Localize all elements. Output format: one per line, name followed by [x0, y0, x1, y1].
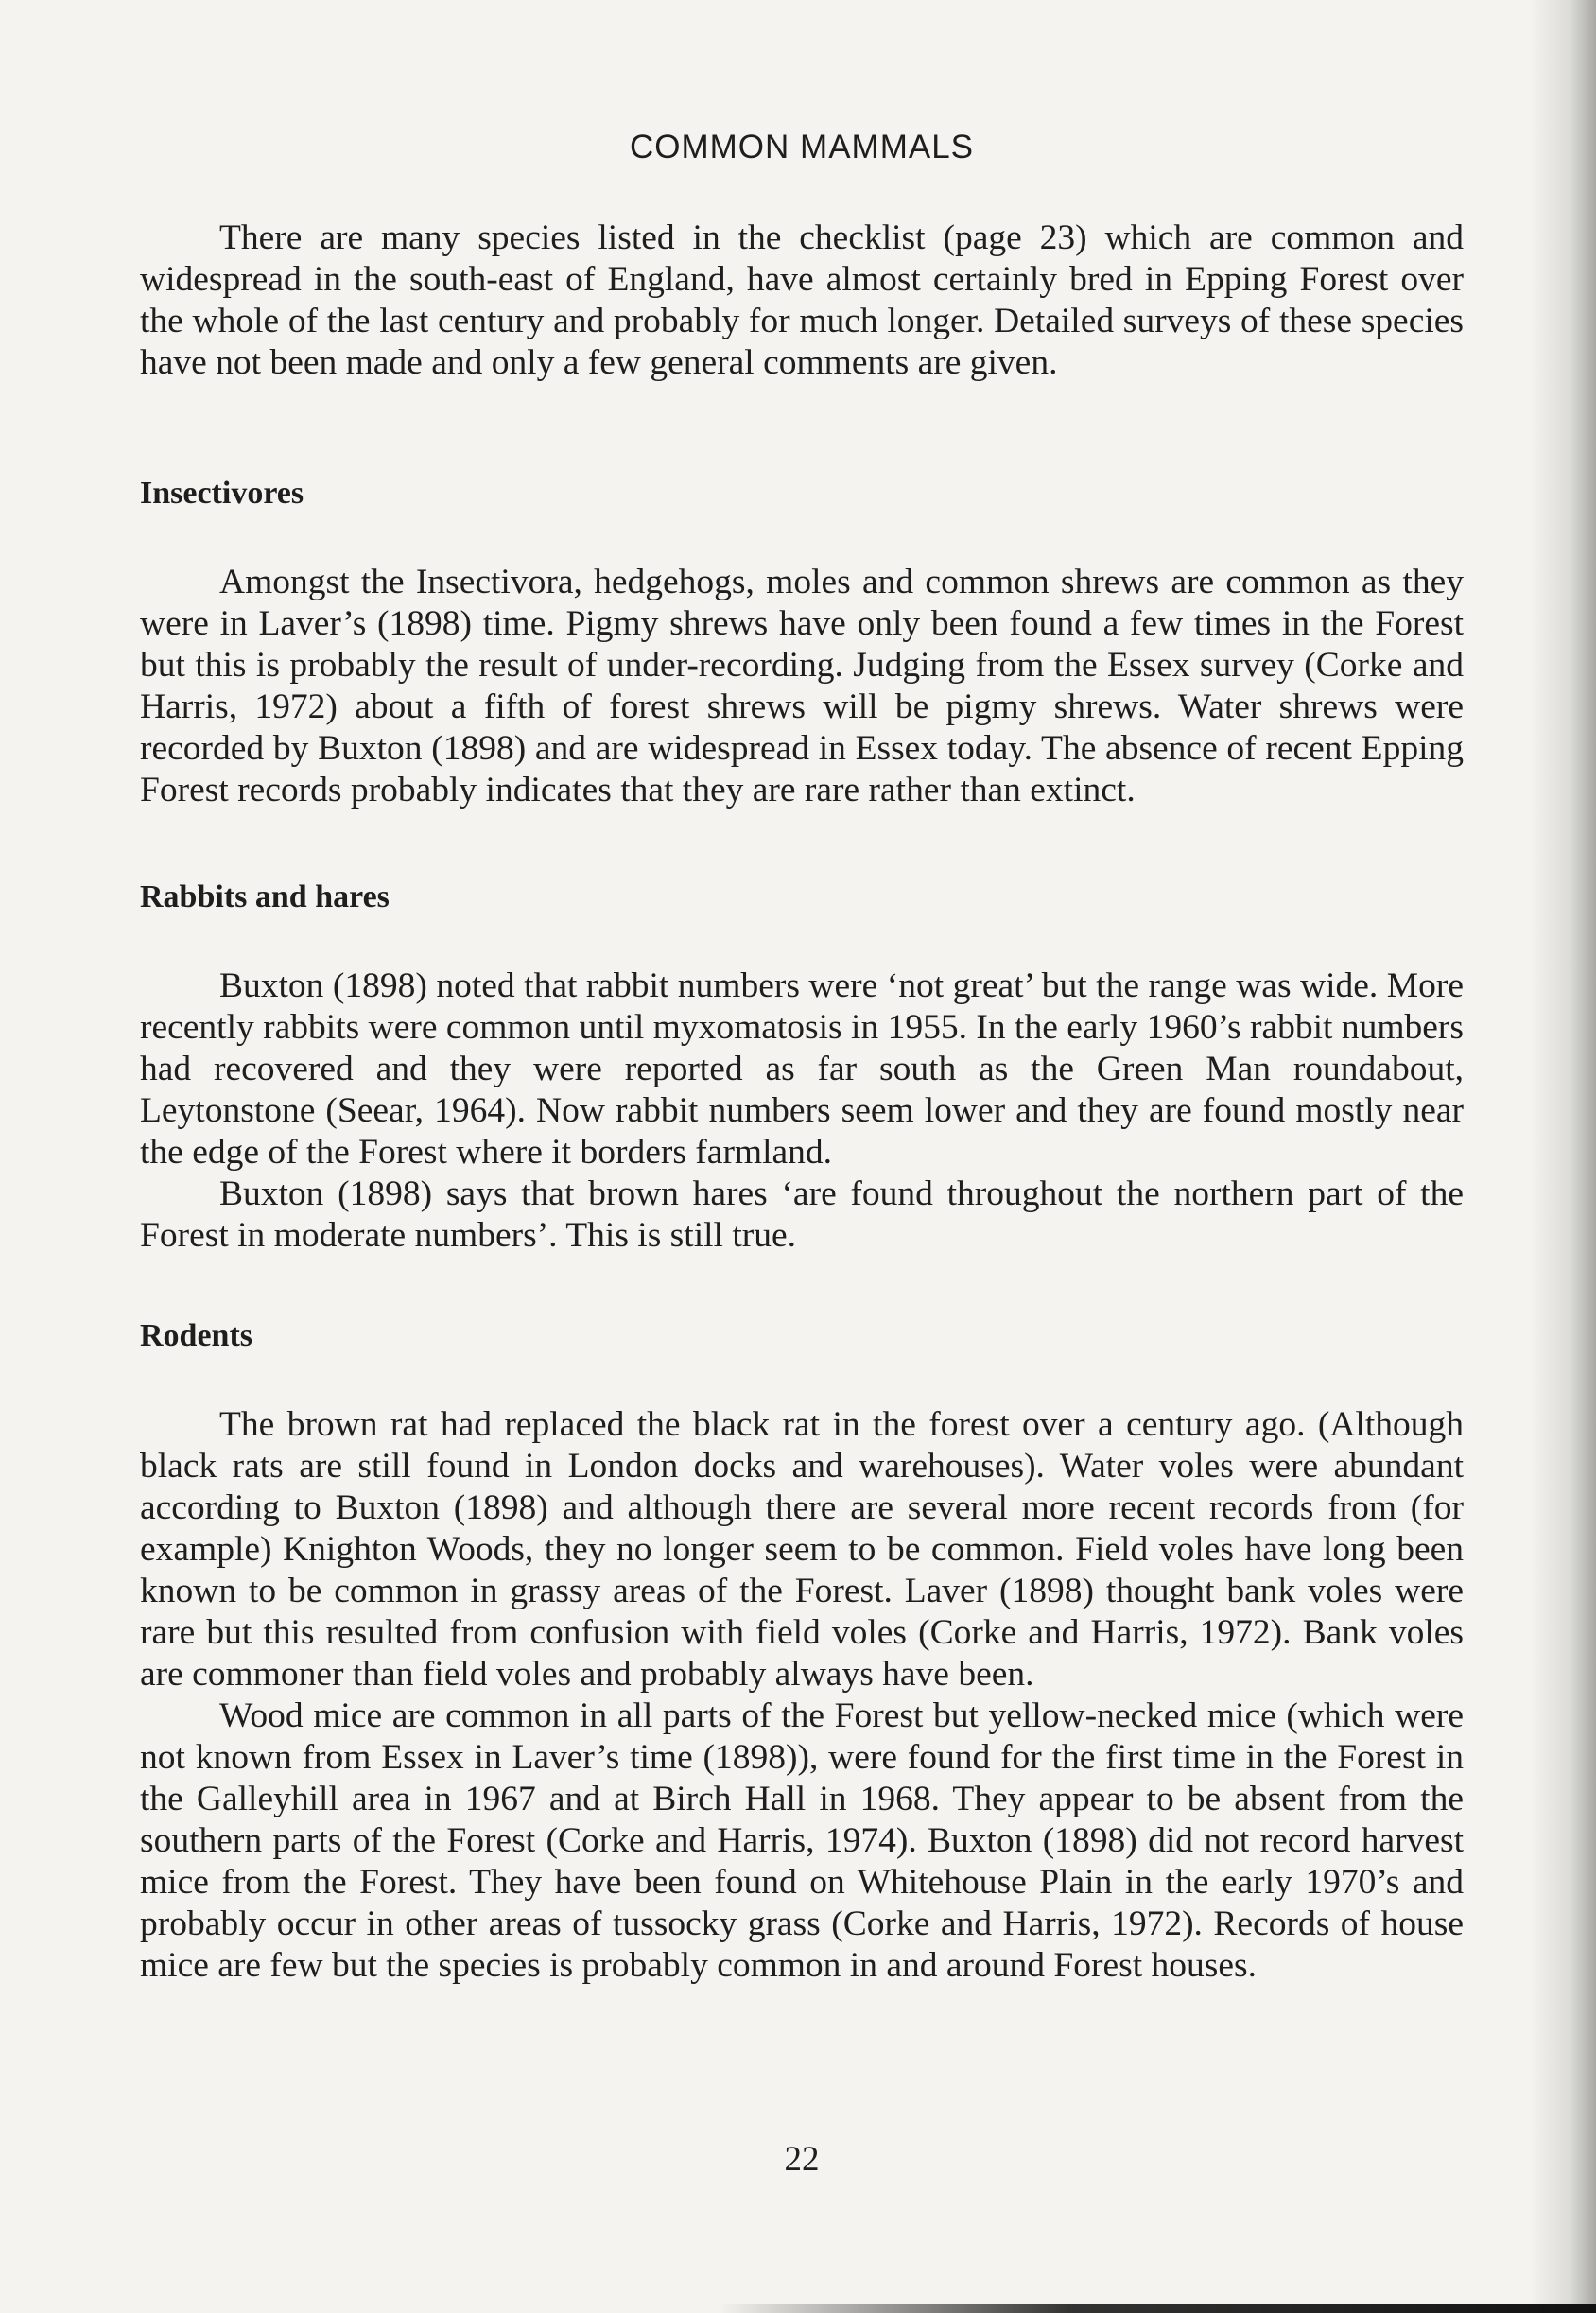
section-heading: Rabbits and hares: [140, 879, 390, 914]
paragraph: Amongst the Insectivora, hedgehogs, moles and common shrews are common as they were in Laver’s (1898) time. Pigmy shrews have only been found a few times in the Forest but this is probably the result of under-recording. Judging from the Essex survey (Corke and Harris, 1972) about a fifth of forest shrews will be pigmy shrews. Water shrews were recorded by Buxton (1898) and are widespread in Essex today. The absence of recent Epping Forest records probably indicates that they are rare rather than extinct.: [140, 563, 1464, 809]
page-edge-shadow: [1530, 0, 1596, 2313]
paragraph: Buxton (1898) noted that rabbit numbers were ‘not great’ but the range was wide. More recently rabbits were common until myxomatosis in 1955. In the early 1960’s rabbit numbers had recovered and they were reported as far south as the Green Man roundabout, Leytonstone (Seear, 1964). Now rabbit numbers seem lower and they are found mostly near the edge of the Forest where it borders farmland.: [140, 966, 1464, 1172]
page-title: COMMON MAMMALS: [630, 129, 974, 165]
section-insectivores: [140, 473, 1464, 811]
paragraph: Wood mice are common in all parts of the Forest but yellow-necked mice (which were not known from Essex in Laver’s time (1898)), were found for the first time in the Forest in the Galleyhill area in 1967 and at Birch Hall in 1968. They appear to be absent from the southern parts of the Forest (Corke and Harris, 1974). Buxton (1898) did not record harvest mice from the Forest. They have been found on Whitehouse Plain in the early 1970’s and probably occur in other areas of tussocky grass (Corke and Harris, 1972). Records of house mice are few but the species is probably common in and around Forest houses.: [140, 1696, 1464, 1985]
section-rabbits-and-hares: [140, 877, 1464, 1257]
intro-paragraph: There are many species listed in the checklist (page 23) which are common and widespread in the south-east of England, have almost certainly bred in Epping Forest over the whole of the last century and probably for much longer. Detailed surveys of these species have not been made and only a few general comments are given.: [140, 218, 1464, 382]
section-heading: Insectivores: [140, 476, 304, 511]
section-heading: Rodents: [140, 1318, 253, 1353]
paragraph: Buxton (1898) says that brown hares ‘are found throughout the northern part of the Forest in moderate numbers’. This is still true.: [140, 1174, 1464, 1255]
page-bottom-edge: [719, 2304, 1596, 2313]
paragraph: The brown rat had replaced the black rat in the forest over a century ago. (Although black rats are still found in London docks and warehouses). Water voles were abundant according to Buxton (1898) and although there are several more recent records from (for example) Knighton Woods, they no longer seem to be common. Field voles have long been known to be common in grassy areas of the Forest. Laver (1898) thought bank voles were rare but this resulted from confusion with field voles (Corke and Harris, 1972). Bank voles are commoner than field voles and probably always have been.: [140, 1405, 1464, 1694]
section-rodents: [140, 1315, 1464, 1987]
page-number: 22: [784, 2140, 820, 2179]
intro-section: [140, 217, 1464, 384]
